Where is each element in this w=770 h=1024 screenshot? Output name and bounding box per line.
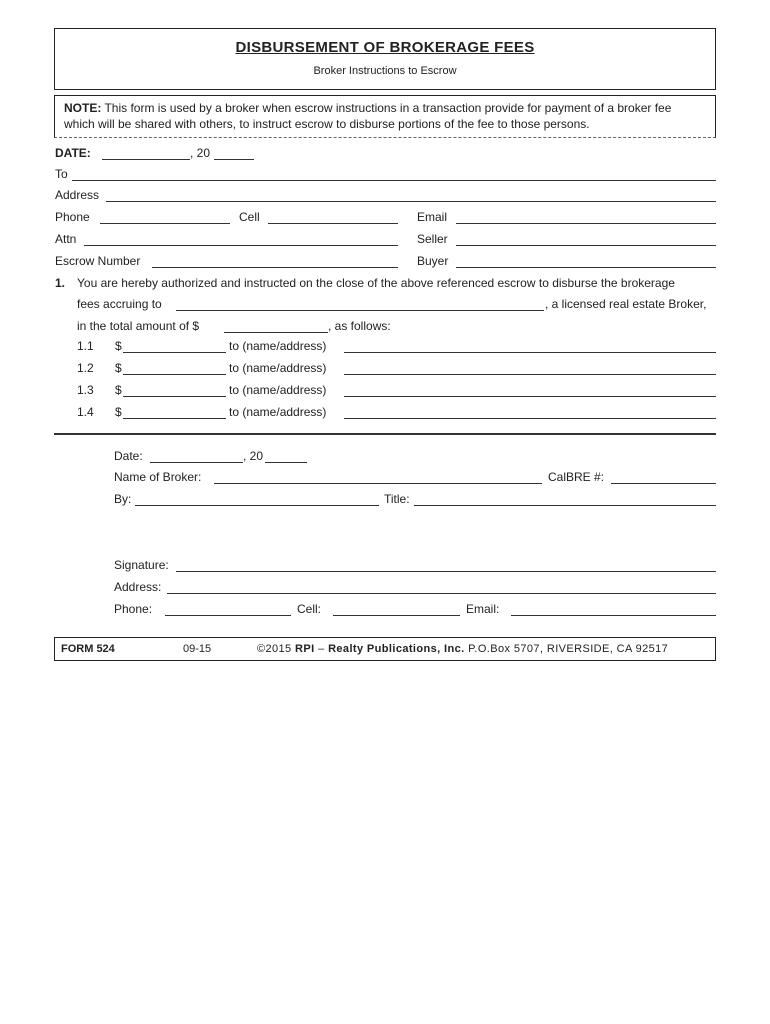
phone-label: Phone — [55, 210, 90, 224]
licensed-broker-text: , a licensed real estate Broker, — [545, 297, 707, 311]
item-name-address-field[interactable] — [344, 374, 716, 375]
note-line-1 — [64, 101, 671, 115]
broker-cell-field[interactable] — [333, 615, 460, 616]
as-follows-text: , as follows: — [328, 319, 391, 333]
buyer-field[interactable] — [456, 267, 716, 268]
broker-name-label: Name of Broker: — [114, 470, 202, 484]
to-label: To — [55, 167, 68, 181]
to-field[interactable] — [72, 180, 716, 181]
item-to-label: to (name/address) — [229, 383, 327, 397]
form-subtitle: Broker Instructions to Escrow — [313, 65, 457, 77]
item-to-label: to (name/address) — [229, 361, 327, 375]
copyright: ©2015 — [257, 643, 292, 655]
total-amount-field[interactable] — [224, 332, 328, 333]
section-1-line-1: You are hereby authorized and instructed on the close of the above referenced escrow to disburse the brokerage — [77, 276, 675, 290]
item-amount-field[interactable] — [123, 418, 226, 419]
broker-date-label: Date: — [114, 449, 143, 463]
broker-phone-field[interactable] — [165, 615, 291, 616]
date-field[interactable] — [102, 159, 190, 160]
broker-year-prefix: , 20 — [243, 449, 264, 463]
calbre-field[interactable] — [611, 483, 716, 484]
seller-field[interactable] — [456, 245, 716, 246]
year-field[interactable] — [214, 159, 254, 160]
note-label: NOTE: — [64, 101, 102, 115]
item-amount-field[interactable] — [123, 374, 226, 375]
publisher-line — [257, 642, 668, 656]
broker-email-label: Email: — [466, 602, 500, 616]
escrow-number-label: Escrow Number — [55, 254, 141, 268]
phone-field[interactable] — [100, 223, 230, 224]
section-divider — [54, 433, 716, 435]
item-dollar-sign: $ — [115, 405, 122, 419]
item-dollar-sign: $ — [115, 339, 122, 353]
broker-year-field[interactable] — [265, 462, 307, 463]
item-number: 1.1 — [77, 339, 94, 353]
email-label: Email — [417, 210, 448, 224]
rpi-logo-text: RPI — [295, 643, 315, 655]
item-dollar-sign: $ — [115, 383, 122, 397]
broker-address-field[interactable] — [167, 593, 716, 594]
fees-accruing-label: fees accruing to — [77, 297, 162, 311]
item-to-label: to (name/address) — [229, 405, 327, 419]
title-label: Title: — [384, 492, 410, 506]
email-field[interactable] — [456, 223, 716, 224]
item-amount-field[interactable] — [123, 352, 226, 353]
title-box — [54, 28, 716, 90]
note-text-1: This form is used by a broker when escrow instructions in a transaction provide for payment of a broker fee — [104, 101, 672, 115]
seller-label: Seller — [417, 232, 448, 246]
item-number: 1.4 — [77, 405, 94, 419]
broker-date-field[interactable] — [150, 462, 243, 463]
signature-field[interactable] — [176, 571, 716, 572]
publisher-name: Realty Publications, Inc. — [328, 643, 465, 655]
calbre-label: CalBRE #: — [548, 470, 605, 484]
by-field[interactable] — [135, 505, 379, 506]
item-name-address-field[interactable] — [344, 352, 716, 353]
broker-address-label: Address: — [114, 580, 162, 594]
publisher-address: P.O.Box 5707, RIVERSIDE, CA 92517 — [468, 643, 669, 655]
item-dollar-sign: $ — [115, 361, 122, 375]
attn-label: Attn — [55, 232, 77, 246]
broker-phone-label: Phone: — [114, 602, 153, 616]
footer-box — [54, 637, 716, 661]
item-number: 1.3 — [77, 383, 94, 397]
broker-email-field[interactable] — [511, 615, 716, 616]
dash: – — [318, 643, 325, 655]
total-amount-label: in the total amount of $ — [77, 319, 200, 333]
item-name-address-field[interactable] — [344, 418, 716, 419]
year-prefix: , 20 — [190, 146, 211, 160]
by-label: By: — [114, 492, 132, 506]
title-field[interactable] — [414, 505, 716, 506]
item-amount-field[interactable] — [123, 396, 226, 397]
cell-field[interactable] — [268, 223, 398, 224]
signature-label: Signature: — [114, 558, 169, 572]
broker-name-field[interactable] — [214, 483, 542, 484]
buyer-label: Buyer — [417, 254, 449, 268]
address-label: Address — [55, 188, 100, 202]
broker-recipient-field[interactable] — [176, 310, 544, 311]
escrow-number-field[interactable] — [152, 267, 398, 268]
section-1-number: 1. — [55, 276, 66, 290]
note-box — [54, 95, 716, 138]
broker-cell-label: Cell: — [297, 602, 322, 616]
cell-label: Cell — [239, 210, 260, 224]
item-name-address-field[interactable] — [344, 396, 716, 397]
note-line-2: which will be shared with others, to instruct escrow to disburse portions of the fee to those persons. — [64, 117, 590, 131]
form-number: FORM 524 — [61, 643, 115, 655]
item-to-label: to (name/address) — [229, 339, 327, 353]
address-field[interactable] — [106, 201, 716, 202]
date-label: DATE: — [55, 146, 91, 160]
item-number: 1.2 — [77, 361, 94, 375]
form-title: DISBURSEMENT OF BROKERAGE FEES — [235, 39, 535, 56]
form-revision: 09-15 — [183, 643, 212, 655]
attn-field[interactable] — [84, 245, 398, 246]
